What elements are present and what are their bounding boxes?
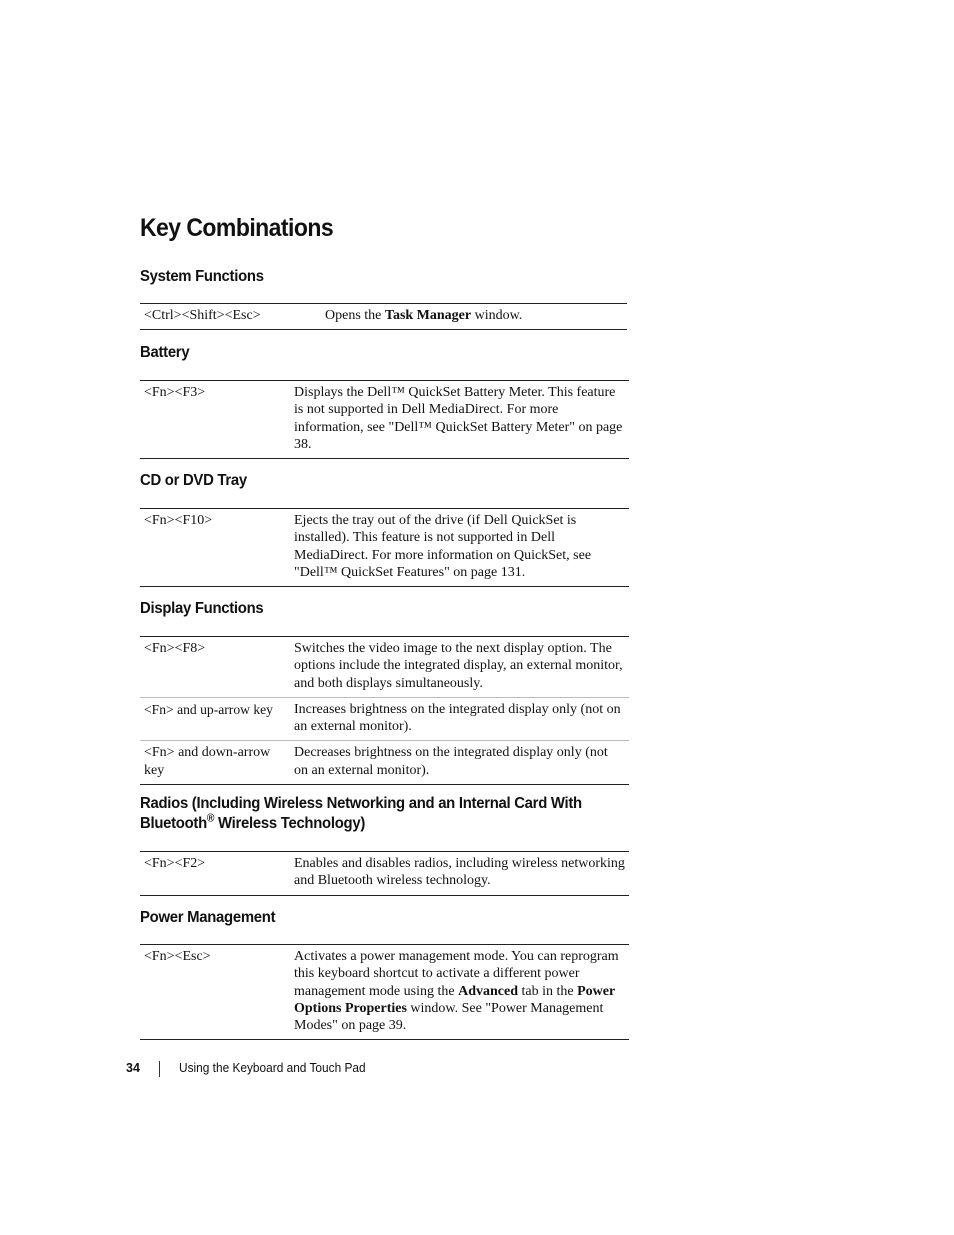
table-radios	[140, 851, 629, 896]
key-combo: <Fn> and up-arrow key	[144, 701, 273, 717]
table-row	[140, 509, 629, 586]
table-row	[140, 945, 629, 1039]
table-cd-dvd-tray	[140, 508, 629, 587]
key-description: Opens the Task Manager window.	[325, 308, 523, 323]
key-combo: <Fn><F3>	[144, 385, 206, 400]
table-power-management	[140, 944, 629, 1040]
heading-system-functions: System Functions	[140, 268, 264, 285]
key-combo: <Ctrl><Shift><Esc>	[144, 308, 261, 323]
key-description: Switches the video image to the next display option. The options include the integrated display, an external monitor, and both displays simultaneously.	[294, 641, 623, 691]
table-row	[140, 381, 629, 458]
key-description: Enables and disables radios, including wireless networking and Bluetooth wireless technology.	[294, 856, 625, 889]
heading-cd-dvd-tray: CD or DVD Tray	[140, 472, 247, 489]
key-description: Ejects the tray out of the drive (if Dell QuickSet is installed). This feature is not supported in Dell MediaDirect. For more information on QuickSet, see "Dell™ QuickSet Features" on page 131.	[294, 513, 592, 580]
table-system-functions	[140, 303, 627, 330]
heading-power-management: Power Management	[140, 909, 276, 926]
table-row	[140, 637, 629, 697]
key-description: Decreases brightness on the integrated display only (not on an external monitor).	[294, 745, 608, 778]
key-description: Activates a power management mode. You can reprogram this keyboard shortcut to activate a different power management mode using the Advanced tab in the Power Options Properties window. See "Power Management Modes" on page 39.	[294, 949, 619, 1034]
table-battery	[140, 380, 629, 459]
heading-battery: Battery	[140, 344, 190, 361]
table-row	[140, 852, 629, 895]
footer-divider	[159, 1061, 160, 1077]
key-combo: <Fn> and down-arrow key	[144, 745, 271, 778]
heading-display-functions: Display Functions	[140, 600, 264, 617]
page-number: 34	[126, 1061, 140, 1075]
registered-mark: ®	[206, 812, 215, 825]
table-row	[140, 304, 627, 329]
table-row	[140, 740, 629, 784]
heading-radios: Radios (Including Wireless Networking and an Internal Card With Bluetooth® Wireless Technology)	[140, 795, 582, 832]
page-title: Key Combinations	[140, 214, 334, 242]
key-combo: <Fn><F10>	[144, 513, 213, 528]
key-description: Increases brightness on the integrated display only (not on an external monitor).	[294, 701, 621, 735]
key-combo: <Fn><F2>	[144, 856, 206, 871]
key-description: Displays the Dell™ QuickSet Battery Meter. This feature is not supported in Dell MediaDirect. For more information, see "Dell™ QuickSet Battery Meter" on page 38.	[294, 385, 623, 452]
table-row	[140, 697, 629, 741]
key-combo: <Fn><Esc>	[144, 949, 211, 964]
key-combo: <Fn><F8>	[144, 641, 206, 656]
chapter-title: Using the Keyboard and Touch Pad	[179, 1061, 366, 1075]
table-display-functions	[140, 636, 629, 785]
